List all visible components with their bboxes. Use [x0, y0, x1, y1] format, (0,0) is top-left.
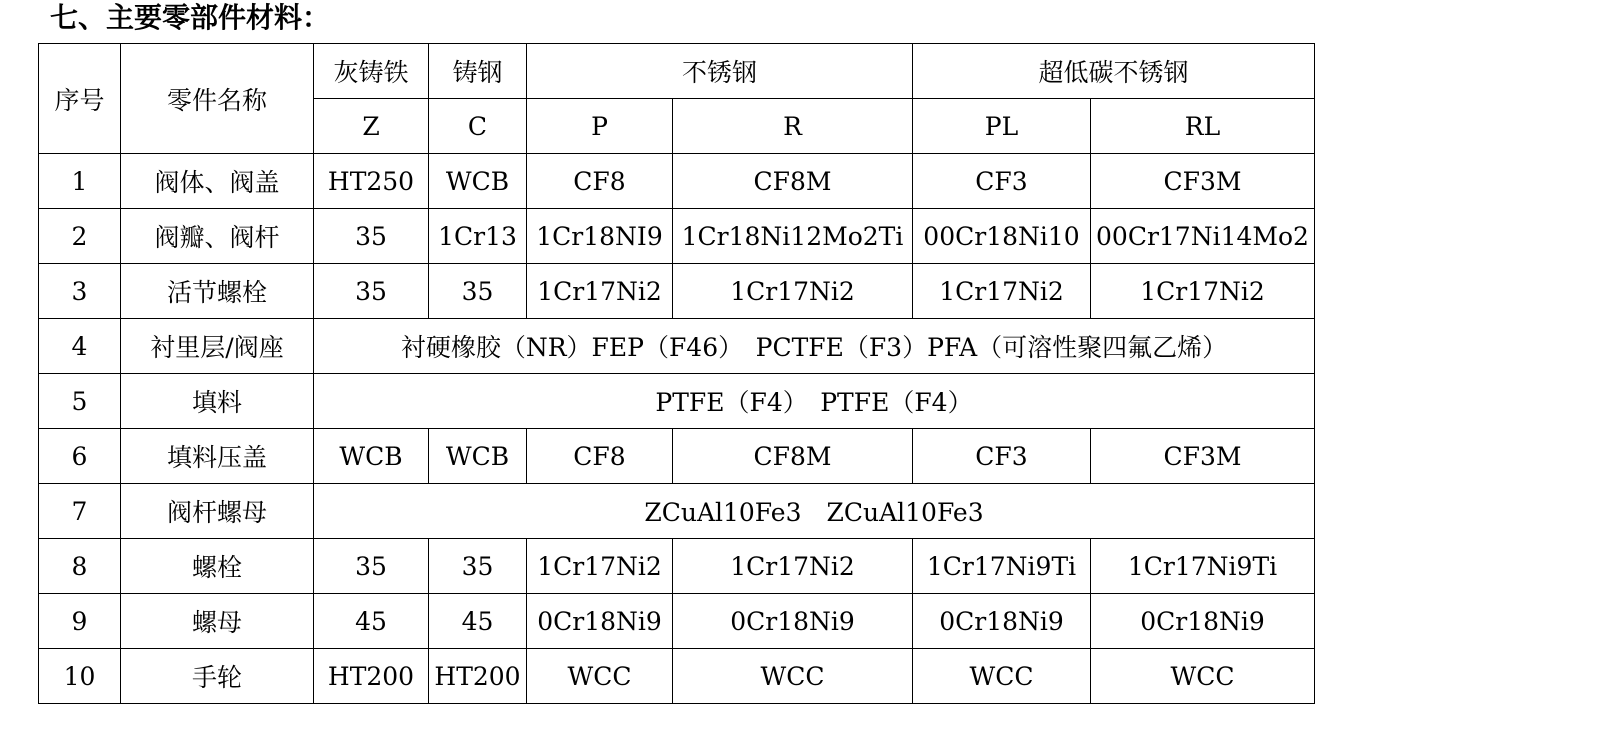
- part-name: 螺栓: [121, 539, 314, 594]
- header-code: RL: [1091, 99, 1315, 154]
- part-name: 衬里层/阀座: [121, 319, 314, 374]
- part-name: 螺母: [121, 594, 314, 649]
- row-number: 6: [39, 429, 121, 484]
- header-seq: 序号: [39, 44, 121, 154]
- material-cell: CF8: [527, 429, 673, 484]
- merged-material-cell: 衬硬橡胶（NR）FEP（F46） PCTFE（F3）PFA（可溶性聚四氟乙烯）: [314, 319, 1315, 374]
- section-heading: 七、主要零部件材料：: [50, 1, 331, 34]
- header-code: C: [429, 99, 527, 154]
- table-row: [39, 649, 1315, 704]
- part-name: 填料: [121, 374, 314, 429]
- material-cell: 1Cr17Ni2: [527, 264, 673, 319]
- material-cell: 45: [429, 594, 527, 649]
- material-cell: CF3M: [1091, 154, 1315, 209]
- material-cell: CF3M: [1091, 429, 1315, 484]
- material-cell: 1Cr18Ni12Mo2Ti: [673, 209, 913, 264]
- material-cell: WCB: [429, 429, 527, 484]
- row-number: 4: [39, 319, 121, 374]
- row-number: 3: [39, 264, 121, 319]
- material-cell: CF3: [913, 429, 1091, 484]
- row-number: 2: [39, 209, 121, 264]
- material-cell: 35: [314, 264, 429, 319]
- material-cell: 1Cr13: [429, 209, 527, 264]
- row-number: 10: [39, 649, 121, 704]
- table-row: [39, 429, 1315, 484]
- header-code: R: [673, 99, 913, 154]
- material-cell: 1Cr17Ni2: [913, 264, 1091, 319]
- material-cell: 1Cr17Ni2: [673, 539, 913, 594]
- material-cell: CF8M: [673, 154, 913, 209]
- material-cell: WCC: [1091, 649, 1315, 704]
- material-cell: WCC: [673, 649, 913, 704]
- materials-table: [38, 43, 1315, 704]
- material-cell: 35: [314, 539, 429, 594]
- table-row: [39, 209, 1315, 264]
- material-cell: 35: [429, 539, 527, 594]
- material-cell: 00Cr17Ni14Mo2: [1091, 209, 1315, 264]
- material-cell: CF8: [527, 154, 673, 209]
- part-name: 填料压盖: [121, 429, 314, 484]
- row-number: 7: [39, 484, 121, 539]
- part-name: 手轮: [121, 649, 314, 704]
- material-cell: 1Cr17Ni2: [527, 539, 673, 594]
- material-cell: 0Cr18Ni9: [527, 594, 673, 649]
- material-cell: 45: [314, 594, 429, 649]
- header-gray-iron: 灰铸铁: [314, 44, 429, 99]
- material-cell: 35: [314, 209, 429, 264]
- row-number: 5: [39, 374, 121, 429]
- header-code: P: [527, 99, 673, 154]
- material-cell: HT200: [314, 649, 429, 704]
- material-cell: 1Cr17Ni9Ti: [913, 539, 1091, 594]
- header-row-groups: [39, 44, 1315, 99]
- row-number: 1: [39, 154, 121, 209]
- part-name: 阀杆螺母: [121, 484, 314, 539]
- material-cell: WCC: [913, 649, 1091, 704]
- material-cell: 0Cr18Ni9: [1091, 594, 1315, 649]
- table-row: [39, 374, 1315, 429]
- material-cell: CF3: [913, 154, 1091, 209]
- material-cell: WCC: [527, 649, 673, 704]
- table-row: [39, 319, 1315, 374]
- header-code: Z: [314, 99, 429, 154]
- table-row: [39, 264, 1315, 319]
- part-name: 阀瓣、阀杆: [121, 209, 314, 264]
- material-cell: 1Cr17Ni2: [1091, 264, 1315, 319]
- table-row: [39, 539, 1315, 594]
- header-ultra-low-carbon: 超低碳不锈钢: [913, 44, 1315, 99]
- table-row: [39, 484, 1315, 539]
- row-number: 9: [39, 594, 121, 649]
- material-cell: WCB: [314, 429, 429, 484]
- merged-material-cell: PTFE（F4） PTFE（F4）: [314, 374, 1315, 429]
- part-name: 活节螺栓: [121, 264, 314, 319]
- material-cell: HT200: [429, 649, 527, 704]
- part-name: 阀体、阀盖: [121, 154, 314, 209]
- material-cell: 00Cr18Ni10: [913, 209, 1091, 264]
- material-cell: HT250: [314, 154, 429, 209]
- header-part-name: 零件名称: [121, 44, 314, 154]
- header-code: PL: [913, 99, 1091, 154]
- material-cell: 1Cr17Ni9Ti: [1091, 539, 1315, 594]
- material-cell: 1Cr17Ni2: [673, 264, 913, 319]
- header-cast-steel: 铸钢: [429, 44, 527, 99]
- material-cell: CF8M: [673, 429, 913, 484]
- material-cell: 0Cr18Ni9: [673, 594, 913, 649]
- row-number: 8: [39, 539, 121, 594]
- material-cell: WCB: [429, 154, 527, 209]
- material-cell: 0Cr18Ni9: [913, 594, 1091, 649]
- header-stainless: 不锈钢: [527, 44, 913, 99]
- table-row: [39, 594, 1315, 649]
- material-cell: 35: [429, 264, 527, 319]
- material-cell: 1Cr18NI9: [527, 209, 673, 264]
- merged-material-cell: ZCuAl10Fe3 ZCuAl10Fe3: [314, 484, 1315, 539]
- table-row: [39, 154, 1315, 209]
